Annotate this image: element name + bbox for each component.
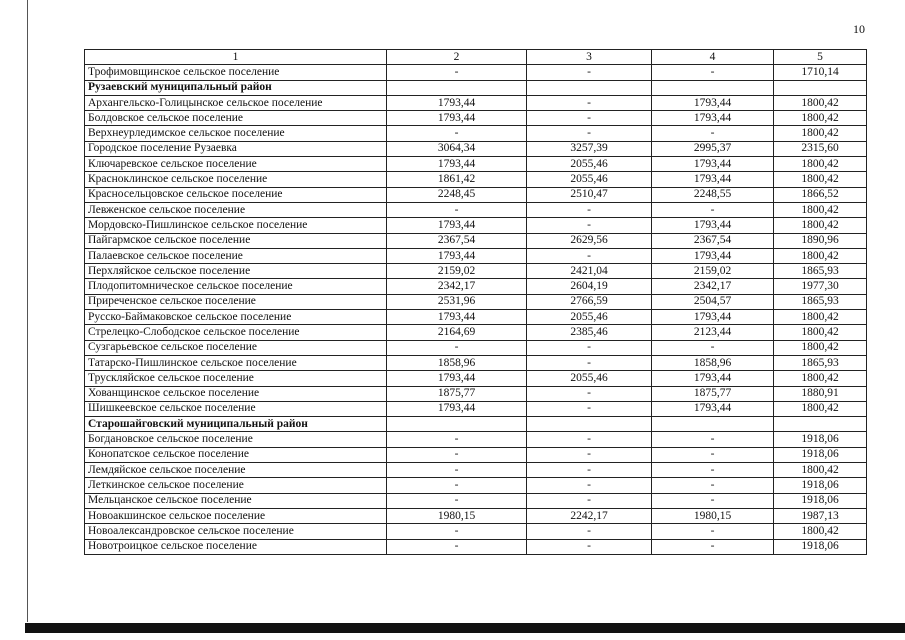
value-cell: 2385,46 (527, 325, 652, 340)
table-row (85, 157, 867, 172)
settlement-name: Красносельцовское сельское поселение (85, 187, 387, 202)
value-cell: - (652, 478, 774, 493)
table-row (85, 493, 867, 508)
settlement-name: Новоалександровское сельское поселение (85, 524, 387, 539)
value-cell: 1793,44 (387, 248, 527, 263)
settlement-name: Стрелецко-Слободское сельское поселение (85, 325, 387, 340)
value-cell: 2248,45 (387, 187, 527, 202)
table-row (85, 401, 867, 416)
value-cell: 1793,44 (387, 371, 527, 386)
settlement-name: Богдановское сельское поселение (85, 432, 387, 447)
value-cell: - (527, 463, 652, 478)
value-cell: 1980,15 (387, 508, 527, 523)
value-cell: 1800,42 (774, 126, 867, 141)
value-cell: 1793,44 (652, 310, 774, 325)
district-section-row (85, 417, 867, 432)
table-row (85, 539, 867, 554)
settlement-name: Палаевское сельское поселение (85, 248, 387, 263)
table-header-row (85, 50, 867, 65)
value-cell (652, 417, 774, 432)
value-cell: 2242,17 (527, 508, 652, 523)
value-cell: 2510,47 (527, 187, 652, 202)
settlement-name: Левженское сельское поселение (85, 202, 387, 217)
value-cell: 1800,42 (774, 340, 867, 355)
value-cell: 2159,02 (387, 264, 527, 279)
value-cell: 2995,37 (652, 141, 774, 156)
value-cell: 1875,77 (387, 386, 527, 401)
district-name: Рузаевский муниципальный район (85, 80, 387, 95)
settlement-name: Городское поселение Рузаевка (85, 141, 387, 156)
value-cell: 1977,30 (774, 279, 867, 294)
value-cell: 2342,17 (652, 279, 774, 294)
table-row (85, 141, 867, 156)
table-row (85, 218, 867, 233)
value-cell: 1793,44 (387, 401, 527, 416)
value-cell: 1800,42 (774, 401, 867, 416)
table-row (85, 111, 867, 126)
value-cell: 1865,93 (774, 294, 867, 309)
value-cell (527, 80, 652, 95)
table-row (85, 478, 867, 493)
value-cell: - (387, 65, 527, 80)
table-row (85, 310, 867, 325)
value-cell: - (527, 355, 652, 370)
value-cell: 2055,46 (527, 172, 652, 187)
settlement-name: Шишкеевское сельское поселение (85, 401, 387, 416)
value-cell: 1793,44 (652, 401, 774, 416)
value-cell: 1918,06 (774, 539, 867, 554)
value-cell: 1800,42 (774, 325, 867, 340)
value-cell: - (527, 386, 652, 401)
table-row (85, 95, 867, 110)
settlement-name: Новотроицкое сельское поселение (85, 539, 387, 554)
value-cell: - (527, 95, 652, 110)
value-cell: 1800,42 (774, 111, 867, 126)
value-cell: 1793,44 (652, 111, 774, 126)
settlement-name: Трофимовщинское сельское поселение (85, 65, 387, 80)
settlement-name: Мельцанское сельское поселение (85, 493, 387, 508)
table-row (85, 126, 867, 141)
value-cell: 2531,96 (387, 294, 527, 309)
settlement-name: Трускляйское сельское поселение (85, 371, 387, 386)
value-cell: 1800,42 (774, 95, 867, 110)
value-cell: - (387, 126, 527, 141)
table-body (85, 50, 867, 555)
value-cell: - (527, 111, 652, 126)
table-row (85, 279, 867, 294)
value-cell: - (527, 478, 652, 493)
value-cell: - (527, 524, 652, 539)
tariff-table (84, 49, 867, 555)
value-cell: - (652, 126, 774, 141)
value-cell: 1866,52 (774, 187, 867, 202)
value-cell: - (652, 65, 774, 80)
value-cell: 1793,44 (652, 248, 774, 263)
table-row (85, 172, 867, 187)
value-cell: 1800,42 (774, 157, 867, 172)
value-cell: - (527, 539, 652, 554)
column-header: 5 (774, 50, 867, 65)
value-cell: 1793,44 (652, 371, 774, 386)
table-row (85, 340, 867, 355)
value-cell: 2367,54 (652, 233, 774, 248)
value-cell: 2629,56 (527, 233, 652, 248)
value-cell: 1800,42 (774, 172, 867, 187)
value-cell: 2055,46 (527, 157, 652, 172)
value-cell: 1800,42 (774, 218, 867, 233)
value-cell: 1861,42 (387, 172, 527, 187)
table-row (85, 386, 867, 401)
value-cell (774, 417, 867, 432)
value-cell: 2421,04 (527, 264, 652, 279)
scan-left-edge (27, 0, 28, 622)
value-cell: - (387, 463, 527, 478)
column-header: 4 (652, 50, 774, 65)
value-cell: - (387, 432, 527, 447)
value-cell: - (652, 539, 774, 554)
settlement-name: Перхляйское сельское поселение (85, 264, 387, 279)
value-cell: 2766,59 (527, 294, 652, 309)
settlement-name: Плодопитомническое сельское поселение (85, 279, 387, 294)
value-cell: 1890,96 (774, 233, 867, 248)
value-cell: - (527, 493, 652, 508)
table-row (85, 65, 867, 80)
value-cell: 2159,02 (652, 264, 774, 279)
settlement-name: Архангельско-Голицынское сельское поселение (85, 95, 387, 110)
value-cell: 1793,44 (387, 157, 527, 172)
table-row (85, 524, 867, 539)
value-cell: 1880,91 (774, 386, 867, 401)
value-cell: - (387, 340, 527, 355)
table-row (85, 264, 867, 279)
scan-bottom-edge (25, 623, 905, 633)
settlement-name: Русско-Баймаковское сельское поселение (85, 310, 387, 325)
value-cell: - (527, 447, 652, 462)
page-number: 10 (853, 22, 865, 36)
column-header: 3 (527, 50, 652, 65)
value-cell: 1793,44 (652, 218, 774, 233)
value-cell: 2123,44 (652, 325, 774, 340)
settlement-name: Лемдяйское сельское поселение (85, 463, 387, 478)
value-cell: 1858,96 (387, 355, 527, 370)
value-cell (774, 80, 867, 95)
table-row (85, 432, 867, 447)
value-cell: 1710,14 (774, 65, 867, 80)
settlement-name: Пайгармское сельское поселение (85, 233, 387, 248)
table-row (85, 447, 867, 462)
value-cell: 1800,42 (774, 463, 867, 478)
value-cell: 1918,06 (774, 478, 867, 493)
table-row (85, 508, 867, 523)
settlement-name: Леткинское сельское поселение (85, 478, 387, 493)
value-cell (527, 417, 652, 432)
value-cell: 1980,15 (652, 508, 774, 523)
value-cell: - (527, 340, 652, 355)
value-cell: - (527, 65, 652, 80)
value-cell: - (387, 539, 527, 554)
settlement-name: Ключаревское сельское поселение (85, 157, 387, 172)
value-cell: 2504,57 (652, 294, 774, 309)
settlement-name: Хованщинское сельское поселение (85, 386, 387, 401)
value-cell: 1793,44 (652, 95, 774, 110)
value-cell: 1987,13 (774, 508, 867, 523)
settlement-name: Татарско-Пишлинское сельское поселение (85, 355, 387, 370)
value-cell: 2248,55 (652, 187, 774, 202)
value-cell: 2315,60 (774, 141, 867, 156)
value-cell: 3064,34 (387, 141, 527, 156)
settlement-name: Мордовско-Пишлинское сельское поселение (85, 218, 387, 233)
value-cell: - (527, 401, 652, 416)
value-cell: 2055,46 (527, 310, 652, 325)
value-cell: - (652, 493, 774, 508)
table-row (85, 355, 867, 370)
settlement-name: Новоакшинское сельское поселение (85, 508, 387, 523)
table-row (85, 233, 867, 248)
value-cell: - (652, 447, 774, 462)
value-cell: - (527, 202, 652, 217)
table-row (85, 325, 867, 340)
value-cell: - (527, 432, 652, 447)
table-row (85, 202, 867, 217)
value-cell: - (387, 447, 527, 462)
value-cell: 1800,42 (774, 371, 867, 386)
table-row (85, 248, 867, 263)
value-cell: 1800,42 (774, 248, 867, 263)
column-header: 2 (387, 50, 527, 65)
district-section-row (85, 80, 867, 95)
value-cell: 2164,69 (387, 325, 527, 340)
value-cell: 1858,96 (652, 355, 774, 370)
value-cell: - (387, 478, 527, 493)
value-cell (652, 80, 774, 95)
value-cell: 2367,54 (387, 233, 527, 248)
value-cell: - (652, 432, 774, 447)
table-row (85, 294, 867, 309)
value-cell: - (652, 524, 774, 539)
value-cell: 1918,06 (774, 432, 867, 447)
table-row (85, 187, 867, 202)
value-cell: 1865,93 (774, 355, 867, 370)
settlement-name: Верхнеурледимское сельское поселение (85, 126, 387, 141)
settlement-name: Болдовское сельское поселение (85, 111, 387, 126)
value-cell: 1793,44 (387, 111, 527, 126)
value-cell: 1793,44 (387, 218, 527, 233)
district-name: Старошайговский муниципальный район (85, 417, 387, 432)
value-cell: - (387, 524, 527, 539)
value-cell: 1875,77 (652, 386, 774, 401)
value-cell: - (387, 202, 527, 217)
value-cell: - (652, 463, 774, 478)
value-cell: 1918,06 (774, 493, 867, 508)
value-cell: 1793,44 (652, 157, 774, 172)
value-cell: - (387, 493, 527, 508)
value-cell (387, 417, 527, 432)
value-cell: - (527, 126, 652, 141)
value-cell: 1793,44 (387, 95, 527, 110)
value-cell (387, 80, 527, 95)
value-cell: 1865,93 (774, 264, 867, 279)
value-cell: 3257,39 (527, 141, 652, 156)
value-cell: 1800,42 (774, 310, 867, 325)
value-cell: 2342,17 (387, 279, 527, 294)
value-cell: 1800,42 (774, 524, 867, 539)
value-cell: 2604,19 (527, 279, 652, 294)
table-row (85, 371, 867, 386)
value-cell: - (527, 218, 652, 233)
settlement-name: Конопатское сельское поселение (85, 447, 387, 462)
column-header: 1 (85, 50, 387, 65)
value-cell: 1793,44 (387, 310, 527, 325)
value-cell: 2055,46 (527, 371, 652, 386)
value-cell: - (652, 202, 774, 217)
value-cell: - (652, 340, 774, 355)
settlement-name: Приреченское сельское поселение (85, 294, 387, 309)
value-cell: 1793,44 (652, 172, 774, 187)
settlement-name: Сузгарьевское сельское поселение (85, 340, 387, 355)
value-cell: 1800,42 (774, 202, 867, 217)
value-cell: - (527, 248, 652, 263)
table-row (85, 463, 867, 478)
value-cell: 1918,06 (774, 447, 867, 462)
settlement-name: Красноклинское сельское поселение (85, 172, 387, 187)
